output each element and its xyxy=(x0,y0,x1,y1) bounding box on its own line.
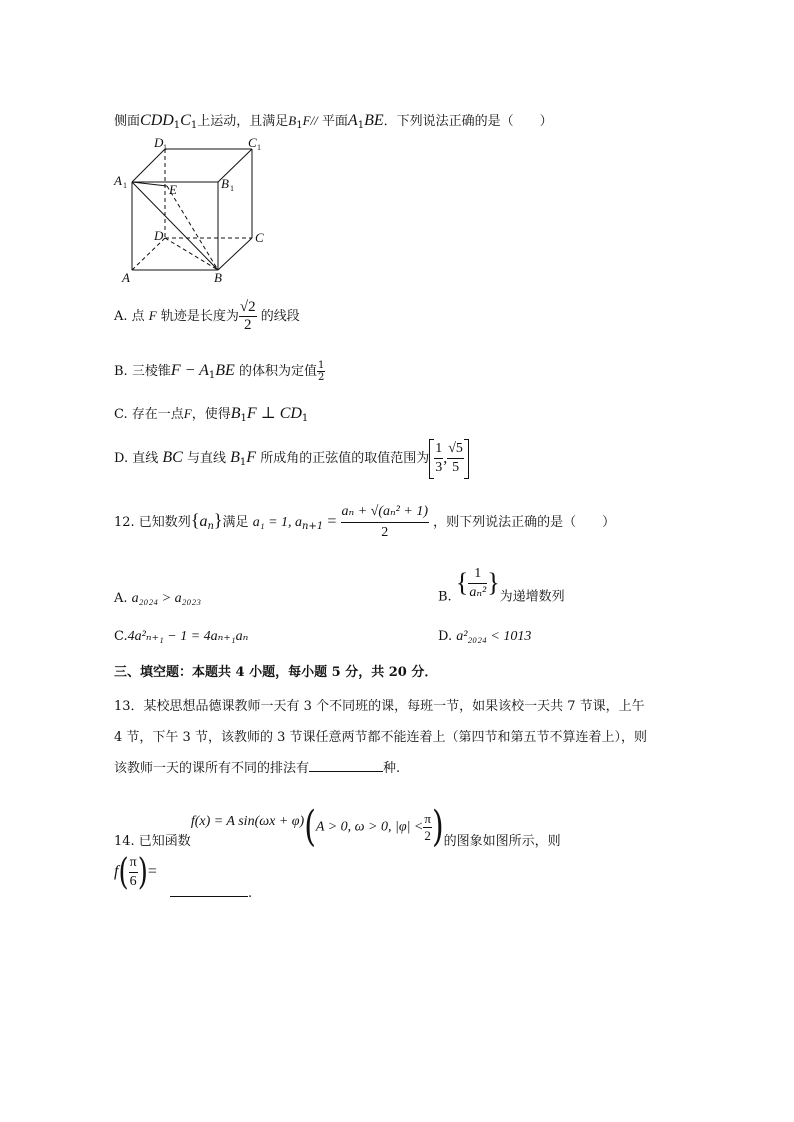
fraction-sqrt2-over-2: $\frac{√2}{2}$ xyxy=(239,299,256,333)
label-d: D xyxy=(154,228,164,243)
fraction-pi-over-6: $\frac{\pi}{6}$ xyxy=(129,855,137,889)
label-c1-sub: 1 xyxy=(257,143,261,152)
right-bracket xyxy=(464,439,469,479)
label-d1-sub: 1 xyxy=(163,143,167,152)
q14-answer-blank[interactable] xyxy=(170,882,248,897)
fraction-pi-over-2: $\frac{\pi}{2}$ xyxy=(424,811,431,843)
q12-option-c: C.4a²ₙ₊₁ − 1 = 4aₙ₊₁aₙ xyxy=(114,629,249,644)
q14-ask: f( $\frac{\pi}{6}$ )= xyxy=(114,851,157,894)
q12-option-b: B. { $\frac{1}{\text{aₙ²}}$ }为递增数列 xyxy=(438,565,565,605)
label-a: A xyxy=(122,270,130,284)
q11-stem: 侧面$CDD_1C_1$上运动，且满足$B_1F//$ 平面$A_1BE$．下列说法正确的是（ ） xyxy=(114,112,553,131)
q12-option-d: D. a²₂₀₂₄ < 1013 xyxy=(438,629,532,644)
q13-line-3: 该教师一天的课所有不同的排法有 种. xyxy=(114,761,401,776)
q11-option-d: D. 直线 BC 与直线 $B_1F$ 所成角的正弦值的取值范围为 $\frac{1}{3}$ , $\frac{√5}{5}$ xyxy=(114,434,469,487)
fraction-one-third: $\frac{1}{3}$ xyxy=(435,441,443,475)
label-a1-sub: 1 xyxy=(123,181,127,190)
fraction-sqrt5-over-5: $\frac{√5}{5}$ xyxy=(448,441,463,475)
q14-stem: 14. 已知函数f(x) = A sin(ωx + φ)(A > 0, ω > 0, |φ| < $\frac{\pi}{2}$ )的图象如图所示，则 xyxy=(114,802,561,852)
fraction-one-over-an-squared: $\frac{1}{\text{aₙ²}}$ xyxy=(469,565,487,600)
q12-stem: 12. 已知数列$\{a_n\}$满足 a₁ = 1, $a_{n+1}$ = $\frac{\text{aₙ + √(aₙ² + 1)}}{2}$ ，则下列说法正确的是（ ） xyxy=(114,496,615,551)
label-b: B xyxy=(214,270,222,284)
label-c: C xyxy=(255,230,264,245)
q11-option-c: C. 存在一点F，使得$B_1F$ ⊥ $CD_1$ xyxy=(114,405,309,424)
label-e: E xyxy=(169,182,177,197)
recurrence-fraction: $\frac{\text{aₙ + √(aₙ² + 1)}}{2}$ xyxy=(341,504,428,540)
q14-answer-row: . xyxy=(170,882,252,903)
q12-option-a: A. a₂₀₂₄ > a₂₀₂₃ xyxy=(114,591,202,606)
q11-option-a: A. 点 F 轨迹是长度为 $\frac{√2}{2}$ 的线段 xyxy=(114,299,300,333)
label-b1-sub: 1 xyxy=(230,184,234,193)
fraction-one-half: $\frac{1}{2}$ xyxy=(317,360,325,383)
label-a1: A xyxy=(114,173,122,188)
cube-figure xyxy=(110,134,280,284)
q13-line-2: 4 节，下午 3 节，该教师的 3 节课任意两节都不能连着上（第四节和第五节不算连着上），则 xyxy=(114,730,647,745)
q13-answer-blank[interactable] xyxy=(309,771,383,772)
section-three-heading: 三、填空题：本题共 4 小题，每小题 5 分，共 20 分． xyxy=(114,665,438,680)
label-c1: C xyxy=(248,135,257,150)
q13-line-1: 13．某校思想品德课教师一天有 3 个不同班的课，每班一节，如果该校一天共 7 节课，上午 xyxy=(114,699,645,714)
label-b1: B xyxy=(221,176,229,191)
label-d1: D xyxy=(154,135,164,150)
q11-option-b: B. 三棱锥$F - A_1BE$ 的体积为定值 $\frac{1}{2}$ xyxy=(114,360,325,383)
